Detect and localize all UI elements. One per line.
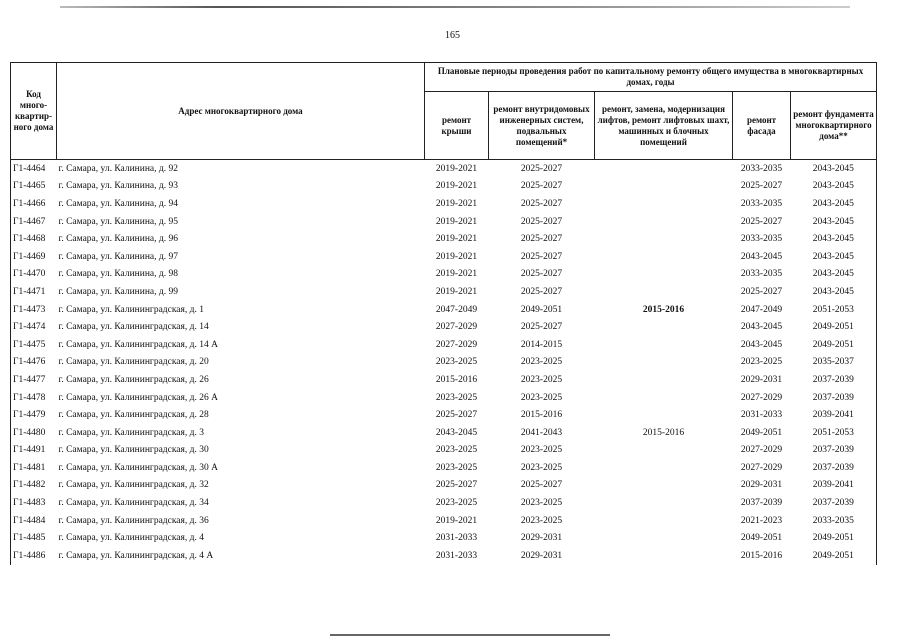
cell-lifts — [595, 442, 733, 460]
cell-engineering: 2025-2027 — [520, 234, 563, 245]
cell-address: г. Самара, ул. Калининградская, д. 28 — [58, 410, 209, 421]
table-row — [11, 389, 877, 407]
cell-lifts — [595, 354, 733, 372]
cell-foundation: 2043-2045 — [791, 178, 877, 196]
table-row — [11, 283, 877, 301]
cell-lifts — [595, 283, 733, 301]
cell-code: Г1-4464 — [11, 160, 57, 178]
cell-roof: 2023-2025 — [435, 445, 478, 456]
scan-edge-top — [60, 6, 850, 8]
cell-address: г. Самара, ул. Калинина, д. 97 — [58, 251, 178, 262]
cell-engineering: 2029-2031 — [520, 550, 563, 561]
cell-lifts — [595, 160, 733, 178]
cell-engineering: 2015-2016 — [520, 410, 563, 421]
cell-address: г. Самара, ул. Калининградская, д. 34 — [58, 498, 209, 509]
cell-facade: 2049-2051 — [740, 427, 783, 438]
cell-roof: 2019-2021 — [435, 269, 478, 280]
cell-lifts — [595, 178, 733, 196]
table-row — [11, 336, 877, 354]
cell-facade: 2025-2027 — [740, 286, 783, 297]
cell-code: Г1-4466 — [11, 195, 57, 213]
scan-edge-bottom — [330, 634, 610, 636]
table-row — [11, 371, 877, 389]
cell-facade: 2027-2029 — [740, 445, 783, 456]
table-row — [11, 178, 877, 196]
cell-lifts — [595, 529, 733, 547]
cell-lifts — [595, 389, 733, 407]
header-lifts: ремонт, замена, модернизация лифтов, ремонт лифтовых шахт, машинных и блочных помещений — [595, 92, 733, 160]
cell-facade: 2027-2029 — [740, 462, 783, 473]
cell-foundation: 2051-2053 — [791, 424, 877, 442]
cell-lifts — [595, 318, 733, 336]
cell-code: Г1-4485 — [11, 529, 57, 547]
cell-foundation: 2049-2051 — [791, 318, 877, 336]
table-body — [11, 160, 877, 565]
cell-engineering: 2023-2025 — [520, 392, 563, 403]
cell-facade: 2049-2051 — [740, 533, 783, 544]
cell-lifts — [595, 336, 733, 354]
table-row — [11, 160, 877, 178]
cell-lifts — [595, 494, 733, 512]
cell-code: Г1-4484 — [11, 512, 57, 530]
cell-address: г. Самара, ул. Калининградская, д. 4 — [58, 533, 204, 544]
table-row — [11, 477, 877, 495]
cell-roof: 2019-2021 — [435, 286, 478, 297]
cell-code: Г1-4478 — [11, 389, 57, 407]
cell-code: Г1-4486 — [11, 547, 57, 565]
cell-lifts — [595, 547, 733, 565]
cell-foundation: 2037-2039 — [791, 389, 877, 407]
cell-foundation: 2037-2039 — [791, 494, 877, 512]
cell-engineering: 2025-2027 — [520, 322, 563, 333]
cell-code: Г1-4480 — [11, 424, 57, 442]
table-header — [11, 63, 877, 160]
cell-facade: 2021-2023 — [740, 515, 783, 526]
cell-roof: 2031-2033 — [435, 550, 478, 561]
cell-lifts — [595, 512, 733, 530]
table-row — [11, 266, 877, 284]
cell-foundation: 2043-2045 — [791, 283, 877, 301]
cell-address: г. Самара, ул. Калининградская, д. 4 А — [58, 550, 214, 561]
cell-lifts — [595, 406, 733, 424]
cell-facade: 2043-2045 — [740, 322, 783, 333]
cell-facade: 2043-2045 — [740, 339, 783, 350]
cell-foundation: 2043-2045 — [791, 248, 877, 266]
cell-engineering: 2025-2027 — [520, 181, 563, 192]
cell-roof: 2019-2021 — [435, 163, 478, 174]
cell-code: Г1-4473 — [11, 301, 57, 319]
cell-code: Г1-4470 — [11, 266, 57, 284]
cell-facade: 2047-2049 — [740, 304, 783, 315]
cell-engineering: 2014-2015 — [520, 339, 563, 350]
cell-foundation: 2039-2041 — [791, 477, 877, 495]
cell-facade: 2043-2045 — [740, 251, 783, 262]
cell-foundation: 2049-2051 — [791, 336, 877, 354]
cell-engineering: 2023-2025 — [520, 357, 563, 368]
cell-engineering: 2023-2025 — [520, 498, 563, 509]
cell-facade: 2027-2029 — [740, 392, 783, 403]
cell-roof: 2019-2021 — [435, 515, 478, 526]
cell-code: Г1-4471 — [11, 283, 57, 301]
cell-lifts — [595, 230, 733, 248]
cell-roof: 2015-2016 — [435, 374, 478, 385]
cell-foundation: 2049-2051 — [791, 529, 877, 547]
cell-code: Г1-4469 — [11, 248, 57, 266]
cell-foundation: 2043-2045 — [791, 160, 877, 178]
cell-code: Г1-4475 — [11, 336, 57, 354]
table-row — [11, 213, 877, 231]
cell-roof: 2023-2025 — [435, 462, 478, 473]
cell-address: г. Самара, ул. Калининградская, д. 30 — [58, 445, 209, 456]
cell-facade: 2033-2035 — [740, 198, 783, 209]
cell-foundation: 2043-2045 — [791, 230, 877, 248]
cell-code: Г1-4482 — [11, 477, 57, 495]
cell-engineering: 2041-2043 — [520, 427, 563, 438]
cell-engineering: 2025-2027 — [520, 163, 563, 174]
table-row — [11, 354, 877, 372]
cell-engineering: 2023-2025 — [520, 374, 563, 385]
header-engineering: ремонт внутридомовых инженерных систем, подвальных помещений* — [489, 92, 595, 160]
cell-code: Г1-4491 — [11, 442, 57, 460]
cell-address: г. Самара, ул. Калининградская, д. 26 — [58, 374, 209, 385]
cell-facade: 2037-2039 — [740, 498, 783, 509]
cell-roof: 2019-2021 — [435, 234, 478, 245]
page-number: 165 — [445, 30, 460, 41]
cell-lifts — [595, 371, 733, 389]
cell-facade: 2033-2035 — [740, 163, 783, 174]
cell-roof: 2027-2029 — [435, 322, 478, 333]
cell-lifts — [595, 266, 733, 284]
cell-address: г. Самара, ул. Калининградская, д. 30 А — [58, 462, 218, 473]
cell-address: г. Самара, ул. Калининградская, д. 26 А — [58, 392, 218, 403]
cell-address: г. Самара, ул. Калинина, д. 98 — [58, 269, 178, 280]
table-row — [11, 459, 877, 477]
cell-roof: 2023-2025 — [435, 357, 478, 368]
table-row — [11, 248, 877, 266]
cell-lifts — [595, 213, 733, 231]
cell-engineering: 2023-2025 — [520, 445, 563, 456]
cell-lifts — [595, 477, 733, 495]
cell-roof: 2025-2027 — [435, 410, 478, 421]
cell-lifts — [595, 248, 733, 266]
cell-address: г. Самара, ул. Калинина, д. 95 — [58, 216, 178, 227]
cell-address: г. Самара, ул. Калининградская, д. 14 А — [58, 339, 218, 350]
cell-roof: 2027-2029 — [435, 339, 478, 350]
table-row — [11, 424, 877, 442]
header-foundation: ремонт фундамента многоквартирного дома** — [791, 92, 877, 160]
cell-address: г. Самара, ул. Калининградская, д. 36 — [58, 515, 209, 526]
table-row — [11, 406, 877, 424]
cell-foundation: 2039-2041 — [791, 406, 877, 424]
cell-facade: 2025-2027 — [740, 181, 783, 192]
cell-address: г. Самара, ул. Калининградская, д. 1 — [58, 304, 204, 315]
cell-roof: 2043-2045 — [435, 427, 478, 438]
cell-facade: 2029-2031 — [740, 480, 783, 491]
header-address: Адрес многоквартирного дома — [57, 63, 425, 160]
cell-roof: 2019-2021 — [435, 251, 478, 262]
cell-address: г. Самара, ул. Калинина, д. 94 — [58, 198, 178, 209]
table-row — [11, 529, 877, 547]
table-row — [11, 547, 877, 565]
cell-lifts — [595, 195, 733, 213]
cell-facade: 2029-2031 — [740, 374, 783, 385]
cell-address: г. Самара, ул. Калинина, д. 92 — [58, 163, 178, 174]
cell-foundation: 2037-2039 — [791, 459, 877, 477]
cell-address: г. Самара, ул. Калининградская, д. 3 — [58, 427, 204, 438]
cell-roof: 2047-2049 — [435, 304, 478, 315]
cell-foundation: 2035-2037 — [791, 354, 877, 372]
table-row — [11, 442, 877, 460]
cell-address: г. Самара, ул. Калинина, д. 96 — [58, 234, 178, 245]
cell-code: Г1-4483 — [11, 494, 57, 512]
table-row — [11, 301, 877, 319]
cell-engineering: 2025-2027 — [520, 286, 563, 297]
cell-lifts — [595, 459, 733, 477]
cell-foundation: 2051-2053 — [791, 301, 877, 319]
cell-engineering: 2049-2051 — [520, 304, 563, 315]
cell-roof: 2023-2025 — [435, 392, 478, 403]
cell-facade: 2033-2035 — [740, 269, 783, 280]
cell-address: г. Самара, ул. Калининградская, д. 32 — [58, 480, 209, 491]
cell-address: г. Самара, ул. Калининградская, д. 20 — [58, 357, 209, 368]
table-row — [11, 318, 877, 336]
cell-foundation: 2033-2035 — [791, 512, 877, 530]
cell-foundation: 2049-2051 — [791, 547, 877, 565]
cell-facade: 2015-2016 — [740, 550, 783, 561]
cell-roof: 2019-2021 — [435, 181, 478, 192]
cell-engineering: 2023-2025 — [520, 515, 563, 526]
header-code: Код много-квартир-ного дома — [11, 63, 57, 160]
cell-foundation: 2037-2039 — [791, 442, 877, 460]
cell-foundation: 2037-2039 — [791, 371, 877, 389]
cell-facade: 2031-2033 — [740, 410, 783, 421]
cell-code: Г1-4468 — [11, 230, 57, 248]
cell-facade: 2033-2035 — [740, 234, 783, 245]
table-row — [11, 494, 877, 512]
cell-foundation: 2043-2045 — [791, 213, 877, 231]
cell-roof: 2019-2021 — [435, 216, 478, 227]
cell-code: Г1-4479 — [11, 406, 57, 424]
cell-code: Г1-4474 — [11, 318, 57, 336]
cell-engineering: 2025-2027 — [520, 251, 563, 262]
cell-code: Г1-4467 — [11, 213, 57, 231]
cell-engineering: 2025-2027 — [520, 198, 563, 209]
cell-engineering: 2029-2031 — [520, 533, 563, 544]
cell-roof: 2031-2033 — [435, 533, 478, 544]
cell-facade: 2023-2025 — [740, 357, 783, 368]
table-row — [11, 230, 877, 248]
cell-roof: 2023-2025 — [435, 498, 478, 509]
cell-engineering: 2023-2025 — [520, 462, 563, 473]
cell-code: Г1-4481 — [11, 459, 57, 477]
cell-engineering: 2025-2027 — [520, 480, 563, 491]
table-row — [11, 512, 877, 530]
cell-address: г. Самара, ул. Калининградская, д. 14 — [58, 322, 209, 333]
cell-foundation: 2043-2045 — [791, 266, 877, 284]
header-roof: ремонт крыши — [425, 92, 489, 160]
header-facade: ремонт фасада — [733, 92, 791, 160]
cell-address: г. Самара, ул. Калинина, д. 99 — [58, 286, 178, 297]
cell-roof: 2025-2027 — [435, 480, 478, 491]
header-work-periods: Плановые периоды проведения работ по капитальному ремонту общего имущества в многоквартирных домах, годы — [425, 63, 877, 92]
cell-foundation: 2043-2045 — [791, 195, 877, 213]
cell-engineering: 2025-2027 — [520, 269, 563, 280]
cell-address: г. Самара, ул. Калинина, д. 93 — [58, 181, 178, 192]
cell-code: Г1-4465 — [11, 178, 57, 196]
cell-lifts: 2015-2016 — [642, 427, 685, 438]
cell-engineering: 2025-2027 — [520, 216, 563, 227]
cell-roof: 2019-2021 — [435, 198, 478, 209]
cell-lifts: 2015-2016 — [642, 304, 685, 315]
cell-code: Г1-4476 — [11, 354, 57, 372]
table-row — [11, 195, 877, 213]
cell-code: Г1-4477 — [11, 371, 57, 389]
cell-facade: 2025-2027 — [740, 216, 783, 227]
repair-schedule-table — [10, 62, 877, 565]
